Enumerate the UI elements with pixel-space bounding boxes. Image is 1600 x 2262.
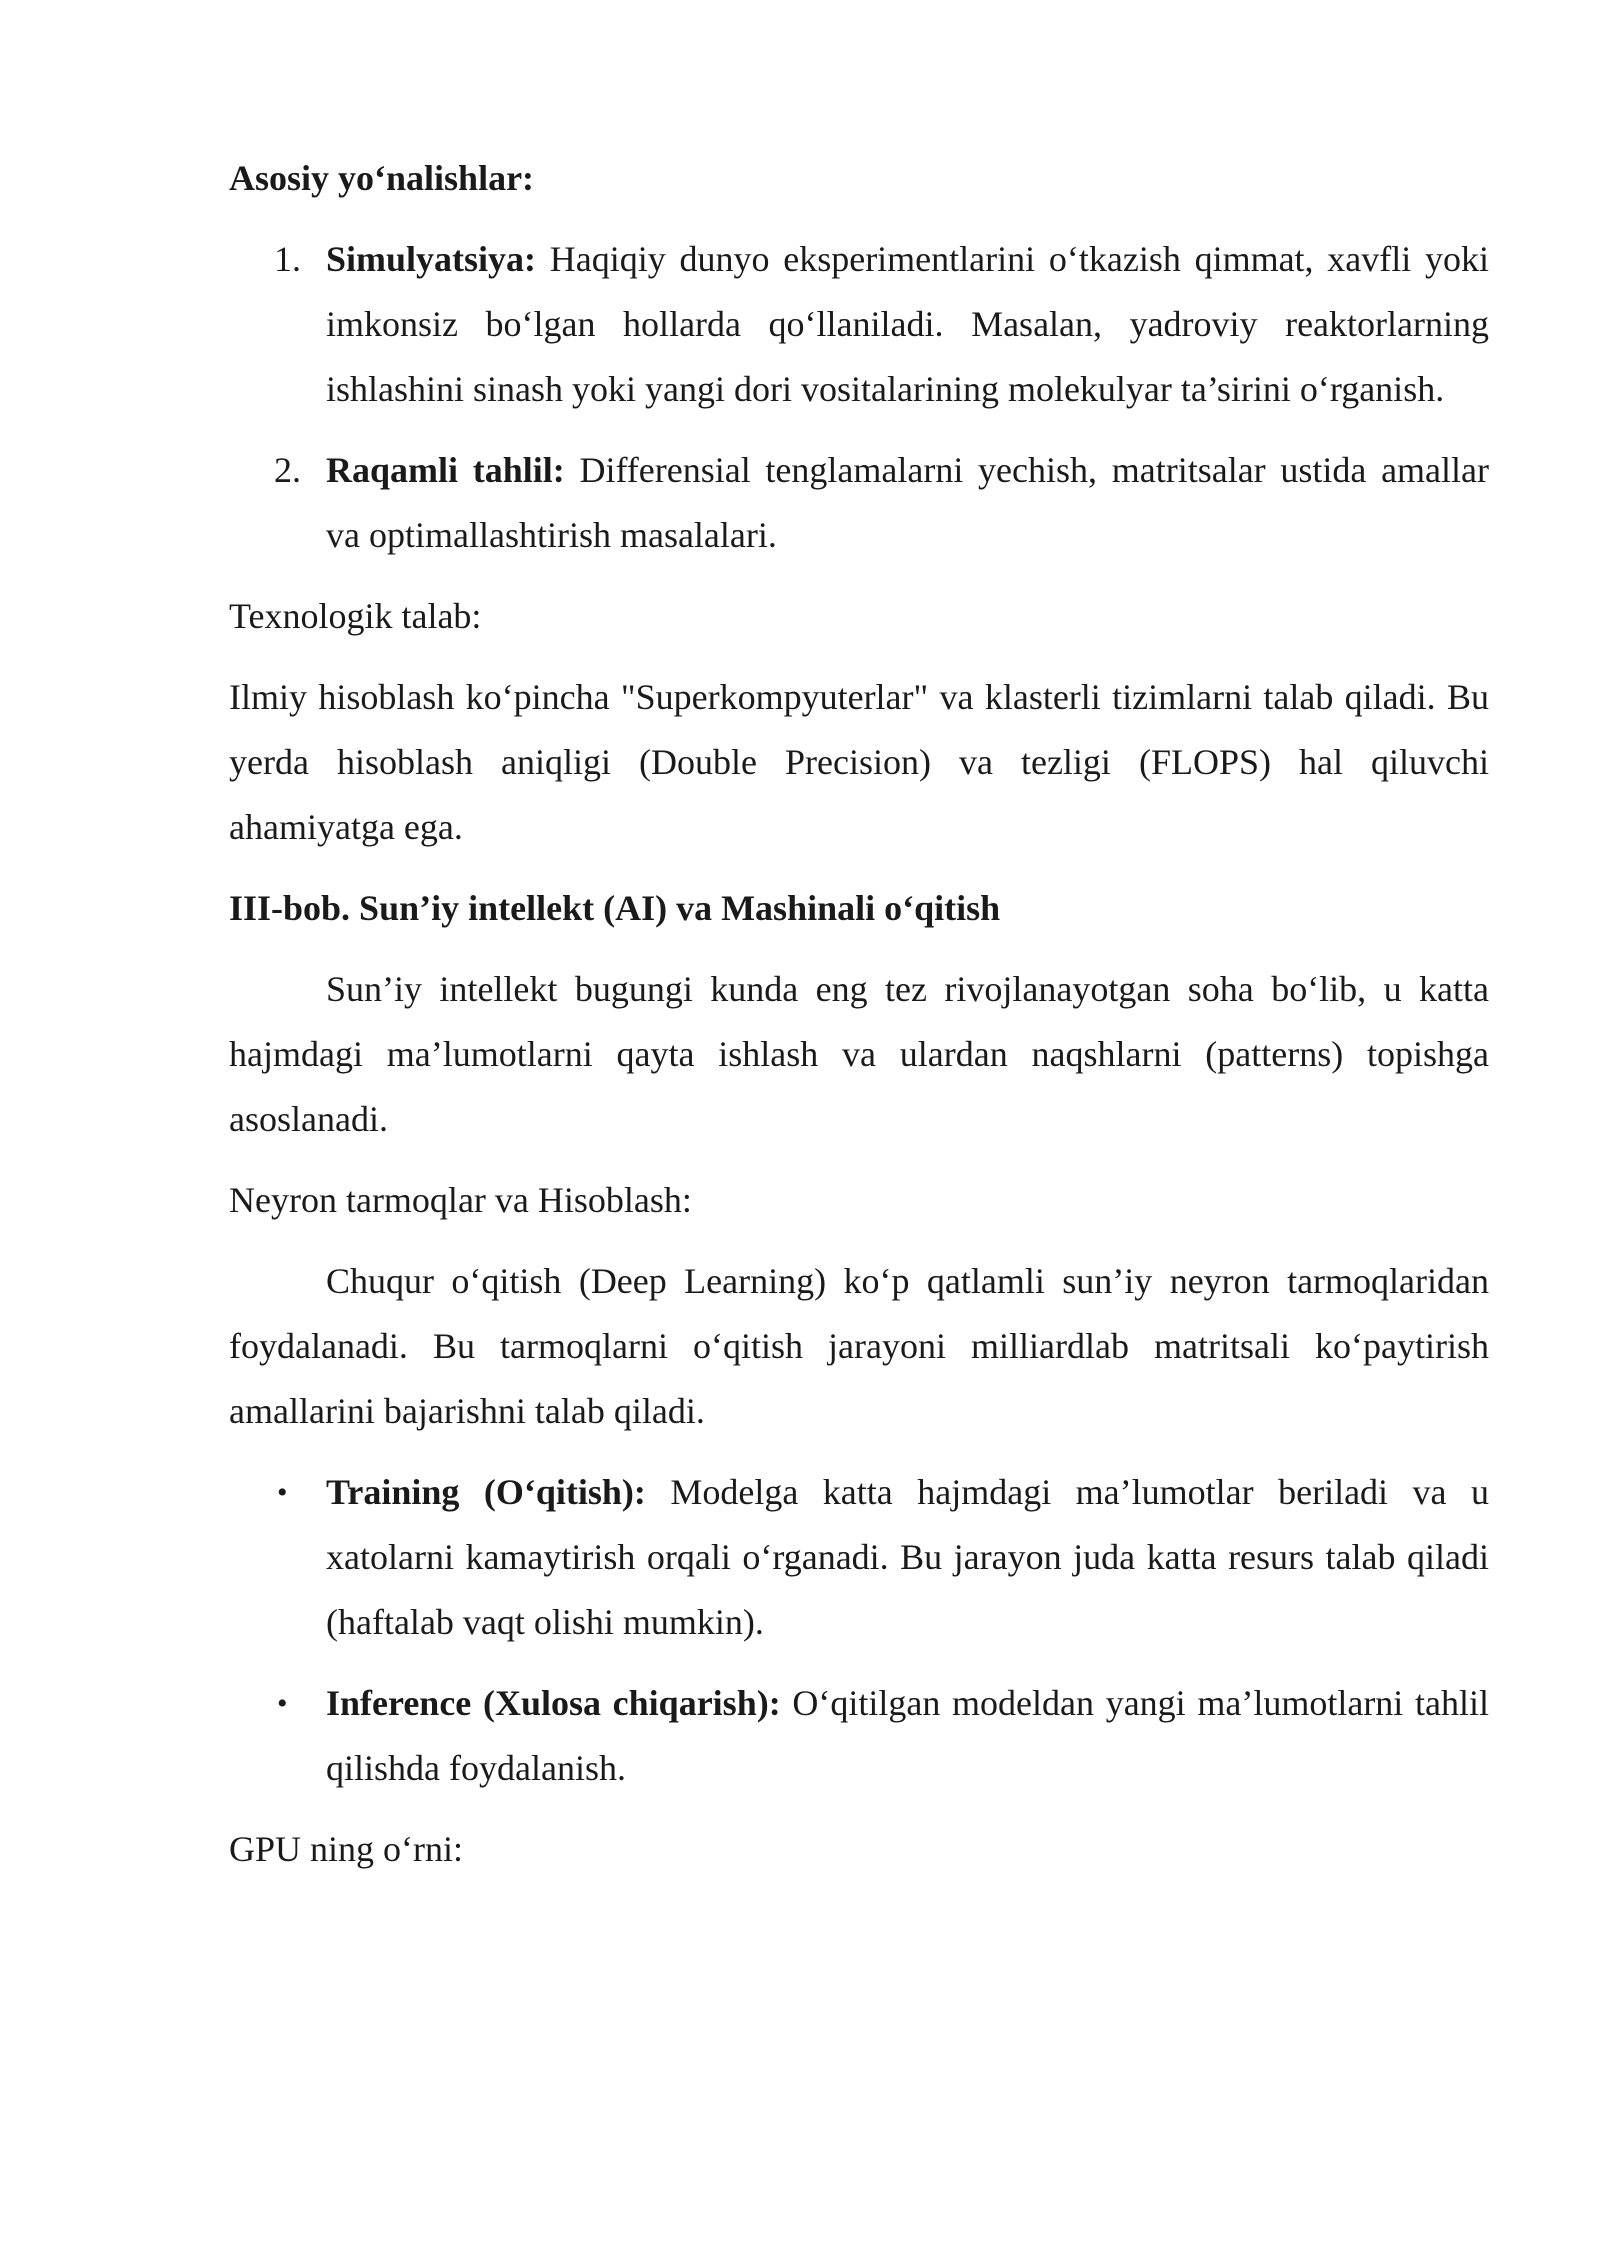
numbered-list-item bbox=[229, 227, 1489, 422]
bullet-list-item bbox=[229, 1671, 1489, 1801]
bullet-list bbox=[229, 1460, 1489, 1801]
tech-label: Texnologik talab: bbox=[229, 596, 482, 636]
item-text: Modelga katta hajmdagi ma’lumotlar beriladi va u xatolarni kamaytirish orqali o‘rganadi. Bu jarayon juda katta resurs talab qiladi (haftalab vaqt olishi mumkin). bbox=[326, 1472, 1490, 1642]
list-number: 1. bbox=[274, 239, 301, 279]
item-term: Simulyatsiya: bbox=[326, 239, 537, 279]
bullet-icon: • bbox=[277, 1476, 288, 1509]
section-heading: Asosiy yo‘nalishlar: bbox=[229, 158, 535, 198]
bullet-icon: • bbox=[277, 1687, 288, 1720]
bullet-list-item bbox=[229, 1460, 1489, 1655]
neural-paragraph: Chuqur o‘qitish (Deep Learning) ko‘p qatlamli sun’iy neyron tarmoqlaridan foydalanadi. Bu tarmoqlarni o‘qitish jarayoni milliardlab matritsali ko‘paytirish amallarini bajarishni talab qiladi. bbox=[229, 1261, 1489, 1431]
chapter-intro: Sun’iy intellekt bugungi kunda eng tez rivojlanayotgan soha bo‘lib, u katta hajmdagi ma’lumotlarni qayta ishlash va ulardan naqshlarni (patterns) topishga asoslanadi. bbox=[229, 969, 1489, 1139]
numbered-list-item bbox=[229, 438, 1489, 568]
numbered-list bbox=[229, 227, 1489, 568]
gpu-label: GPU ning o‘rni: bbox=[229, 1829, 463, 1869]
document-page bbox=[229, 146, 1489, 1898]
item-term: Raqamli tahlil: bbox=[326, 450, 565, 490]
item-text: O‘qitilgan modeldan yangi ma’lumotlarni tahlil qilishda foydalanish. bbox=[326, 1683, 1489, 1788]
neural-label: Neyron tarmoqlar va Hisoblash: bbox=[229, 1180, 692, 1220]
item-term: Training (O‘qitish): bbox=[326, 1472, 646, 1512]
chapter-heading: III-bob. Sun’iy intellekt (AI) va Mashinali o‘qitish bbox=[229, 888, 1001, 928]
tech-paragraph: Ilmiy hisoblash ko‘pincha "Superkompyuterlar" va klasterli tizimlarni talab qiladi. Bu yerda hisoblash aniqligi (Double Precision) va tezligi (FLOPS) hal qiluvchi ahamiyatga ega. bbox=[229, 677, 1489, 847]
item-term: Inference (Xulosa chiqarish): bbox=[326, 1683, 781, 1723]
item-text: Haqiqiy dunyo eksperimentlarini o‘tkazish qimmat, xavfli yoki imkonsiz bo‘lgan hollarda qo‘llaniladi. Masalan, yadroviy reaktorlarning ishlashini sinash yoki yangi dori vositalarining molekulyar ta’sirini o‘rganish. bbox=[326, 239, 1489, 409]
list-number: 2. bbox=[274, 450, 301, 490]
item-text: Differensial tenglamalarni yechish, matritsalar ustida amallar va optimallashtirish masalalari. bbox=[326, 450, 1490, 555]
